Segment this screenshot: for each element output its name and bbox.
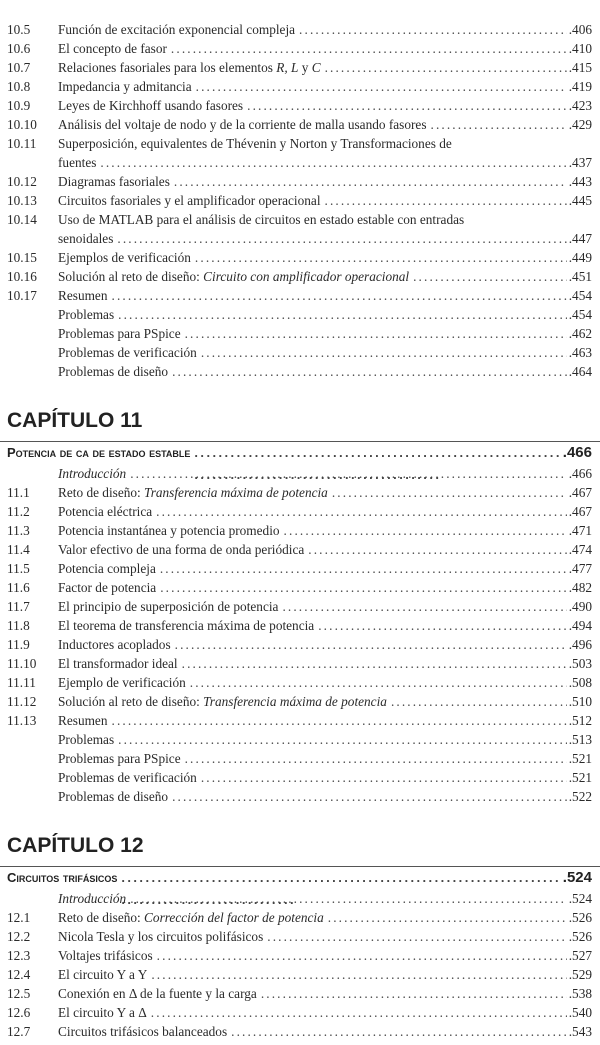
- section-title: [58, 362, 168, 381]
- page-number: .529: [568, 967, 592, 982]
- toc-entry[interactable]: [0, 229, 600, 248]
- dot-leader: [171, 39, 567, 58]
- section-title: [58, 616, 314, 635]
- title-segment: Inductores acoplados: [58, 637, 171, 652]
- toc-entry[interactable]: [0, 77, 600, 96]
- page-number: .540: [568, 1005, 592, 1020]
- toc-entry[interactable]: [0, 362, 600, 381]
- title-segment: Conexión en Δ de la fuente y la carga: [58, 986, 257, 1001]
- section-number: 10.15: [7, 250, 37, 265]
- section-number: 11.6: [7, 580, 30, 595]
- dot-leader: [151, 965, 566, 984]
- chapter-heading: CAPÍTULO 12: [7, 834, 144, 857]
- section-title: [58, 635, 171, 654]
- section-title: [58, 692, 387, 711]
- dot-leader: [175, 635, 567, 654]
- title-segment: Problemas de diseño: [58, 789, 169, 804]
- section-number: 10.11: [7, 136, 37, 151]
- toc-entry[interactable]: [0, 248, 600, 267]
- title-segment: Nicola Tesla y los circuitos polifásicos: [58, 929, 264, 944]
- title-segment: Solución al reto de diseño:: [58, 694, 204, 709]
- title-segment: Problemas de verificación: [58, 345, 197, 360]
- section-title: [58, 305, 114, 324]
- title-segment: Transferencia máxima de potencia: [144, 485, 328, 500]
- dot-leader: [118, 305, 567, 324]
- page-number: .521: [568, 770, 592, 785]
- section-number: 10.7: [7, 60, 31, 75]
- dot-leader: [282, 597, 566, 616]
- section-number: 11.1: [7, 485, 30, 500]
- section-number: 10.14: [7, 212, 37, 227]
- page-number: .526: [568, 929, 592, 944]
- toc-entry[interactable]: [0, 521, 600, 540]
- toc-entry[interactable]: [0, 324, 600, 343]
- toc-entry[interactable]: [0, 153, 600, 172]
- toc-entry[interactable]: [0, 343, 600, 362]
- toc-entry[interactable]: [0, 946, 600, 965]
- toc-entry[interactable]: [0, 908, 600, 927]
- page-number: .513: [568, 732, 592, 747]
- toc-entry[interactable]: [0, 730, 600, 749]
- section-number: 10.17: [7, 288, 37, 303]
- toc-entry[interactable]: [0, 115, 600, 134]
- page-number: .463: [568, 345, 592, 360]
- page-number: .443: [568, 174, 592, 189]
- dot-leader: [201, 343, 567, 362]
- page-number: .449: [568, 250, 592, 265]
- toc-entry[interactable]: [0, 927, 600, 946]
- section-title: [58, 673, 186, 692]
- toc-entry[interactable]: [0, 984, 600, 1003]
- chapter-heading: CAPÍTULO 11: [7, 409, 143, 432]
- toc-entry[interactable]: [0, 502, 600, 521]
- toc-entry[interactable]: [0, 134, 600, 153]
- title-segment: Potencia compleja: [58, 561, 156, 576]
- section-number: 10.13: [7, 193, 37, 208]
- section-title: [58, 210, 464, 229]
- section-number: 11.3: [7, 523, 30, 538]
- page-number: .437: [568, 155, 592, 170]
- title-segment: Problemas: [58, 732, 115, 747]
- page-number: .410: [568, 41, 592, 56]
- dot-leader: [130, 889, 567, 908]
- title-segment: Uso de MATLAB para el análisis de circuitos en estado estable con entradas: [58, 212, 465, 227]
- page-number: .462: [568, 326, 592, 341]
- page-number: .524: [562, 869, 592, 886]
- dot-leader: [325, 191, 567, 210]
- title-segment: Diagramas fasoriales: [58, 174, 170, 189]
- section-title: [58, 191, 321, 210]
- title-segment: Análisis del voltaje de nodo y de la corriente de malla usando fasores: [58, 117, 427, 132]
- page-number: .490: [568, 599, 592, 614]
- toc-entry[interactable]: [0, 889, 600, 908]
- chapter-title-row[interactable]: [0, 866, 600, 889]
- title-segment: Factor de potencia: [58, 580, 157, 595]
- section-number: 11.4: [7, 542, 30, 557]
- section-title: [58, 578, 156, 597]
- section-title: [58, 286, 108, 305]
- toc-entry[interactable]: [0, 210, 600, 229]
- page-number: .524: [568, 891, 592, 906]
- dot-leader: [112, 286, 567, 305]
- title-segment: Valor efectivo de una forma de onda periódica: [58, 542, 305, 557]
- section-title: [58, 134, 452, 153]
- title-segment: Superposición, equivalentes de Thévenin y Norton y Transformaciones de: [58, 136, 452, 151]
- toc-entry[interactable]: [0, 39, 600, 58]
- dot-leader: [117, 229, 566, 248]
- dot-leader: [100, 153, 566, 172]
- title-segment: Impedancia y admitancia: [58, 79, 192, 94]
- title-segment: Ejemplos de verificación: [58, 250, 191, 265]
- page-number: .445: [568, 193, 592, 208]
- section-title: [58, 483, 328, 502]
- title-segment: Relaciones fasoriales para los elementos: [58, 60, 277, 75]
- title-segment: Problemas: [58, 307, 115, 322]
- dot-leader: [185, 749, 567, 768]
- title-segment: El principio de superposición de potencia: [58, 599, 279, 614]
- title-segment: Voltajes trifásicos: [58, 948, 153, 963]
- chapter-title: Circuitos trifásicos: [7, 870, 118, 885]
- section-number: 11.12: [7, 694, 37, 709]
- title-segment: Solución al reto de diseño:: [58, 269, 204, 284]
- section-title: [58, 908, 324, 927]
- page-number: .454: [568, 307, 592, 322]
- title-segment: Introducción: [58, 891, 127, 906]
- dot-leader: [261, 984, 567, 1003]
- title-segment: R, L: [276, 60, 299, 75]
- dot-leader: [172, 787, 567, 806]
- section-number: 10.9: [7, 98, 31, 113]
- dot-leader: [431, 115, 567, 134]
- section-number: 10.10: [7, 117, 37, 132]
- section-title: [58, 730, 114, 749]
- dot-leader: [332, 483, 567, 502]
- title-segment: senoidales: [58, 231, 114, 246]
- toc-entry[interactable]: [0, 464, 600, 483]
- section-number: 12.6: [7, 1005, 31, 1020]
- title-segment: Circuitos trifásicos balanceados: [58, 1024, 228, 1039]
- dot-leader: [157, 946, 567, 965]
- toc-entry[interactable]: [0, 305, 600, 324]
- section-title: [58, 267, 409, 286]
- page-number: .466: [568, 466, 592, 481]
- toc-entry[interactable]: [0, 1022, 600, 1041]
- section-title: [58, 889, 126, 908]
- section-title: [58, 324, 181, 343]
- dot-leader: [267, 927, 566, 946]
- page-number: .496: [568, 637, 592, 652]
- section-title: [58, 711, 108, 730]
- section-number: 11.9: [7, 637, 30, 652]
- toc-entry[interactable]: [0, 749, 600, 768]
- section-number: 12.3: [7, 948, 31, 963]
- page-number: .543: [568, 1024, 592, 1039]
- section-number: 11.10: [7, 656, 37, 671]
- section-title: [58, 115, 427, 134]
- section-title: [58, 20, 295, 39]
- title-segment: Problemas de verificación: [58, 770, 197, 785]
- title-segment: Reto de diseño:: [58, 910, 145, 925]
- section-number: 12.4: [7, 967, 31, 982]
- dot-leader: [231, 1022, 567, 1041]
- toc-entry[interactable]: [0, 654, 600, 673]
- section-title: [58, 559, 156, 578]
- title-segment: Potencia instantánea y potencia promedio: [58, 523, 280, 538]
- section-number: 11.11: [7, 675, 36, 690]
- toc-entry[interactable]: [0, 267, 600, 286]
- section-number: 10.5: [7, 22, 31, 37]
- page-number: .477: [568, 561, 592, 576]
- title-segment: Problemas para PSpice: [58, 751, 181, 766]
- toc-entry[interactable]: [0, 635, 600, 654]
- dot-leader: [413, 267, 567, 286]
- dot-leader: [195, 248, 567, 267]
- toc-entry[interactable]: [0, 711, 600, 730]
- section-title: [58, 521, 280, 540]
- page-number: .527: [568, 948, 592, 963]
- title-segment: El transformador ideal: [58, 656, 178, 671]
- page-number: .526: [568, 910, 592, 925]
- title-segment: Problemas de diseño: [58, 364, 169, 379]
- page-number: .454: [568, 288, 592, 303]
- dot-leader: [112, 711, 567, 730]
- dot-leader: [130, 464, 567, 483]
- title-segment: Resumen: [58, 288, 108, 303]
- toc-entry[interactable]: [0, 692, 600, 711]
- dot-leader: [308, 540, 566, 559]
- toc-entry[interactable]: [0, 965, 600, 984]
- section-number: 10.8: [7, 79, 31, 94]
- dot-leader: [151, 1003, 567, 1022]
- page-number: .451: [568, 269, 592, 284]
- dot-leader: [247, 96, 567, 115]
- toc-entry[interactable]: [0, 540, 600, 559]
- section-number: 10.16: [7, 269, 37, 284]
- section-title: [58, 768, 197, 787]
- title-segment: Problemas para PSpice: [58, 326, 181, 341]
- section-number: 12.1: [7, 910, 31, 925]
- title-segment: y: [298, 60, 312, 75]
- title-segment: Circuitos fasoriales y el amplificador operacional: [58, 193, 321, 208]
- toc-entry[interactable]: [0, 191, 600, 210]
- toc-entry[interactable]: [0, 58, 600, 77]
- toc-entry[interactable]: [0, 1003, 600, 1022]
- page-number: .467: [568, 485, 592, 500]
- section-title: [58, 58, 321, 77]
- section-title: [58, 172, 170, 191]
- title-segment: El concepto de fasor: [58, 41, 167, 56]
- page-number: .494: [568, 618, 592, 633]
- toc-entry[interactable]: [0, 20, 600, 39]
- section-title: [58, 464, 126, 483]
- dot-leader: [196, 77, 567, 96]
- title-segment: Leyes de Kirchhoff usando fasores: [58, 98, 244, 113]
- toc-entry[interactable]: [0, 286, 600, 305]
- section-title: [58, 39, 167, 58]
- toc-entry[interactable]: [0, 559, 600, 578]
- dot-leader: [284, 521, 567, 540]
- section-title: [58, 153, 96, 172]
- dot-leader: [172, 362, 567, 381]
- title-segment: El teorema de transferencia máxima de potencia: [58, 618, 315, 633]
- title-segment: Corrección del factor de potencia: [144, 910, 324, 925]
- dot-leader: [118, 730, 567, 749]
- title-segment: El circuito Y a Δ: [58, 1005, 147, 1020]
- dot-leader: [391, 692, 567, 711]
- toc-entry[interactable]: [0, 483, 600, 502]
- section-title: [58, 1022, 227, 1041]
- page-number: .522: [568, 789, 592, 804]
- chapter-title: Potencia de ca de estado estable: [7, 445, 191, 460]
- title-segment: Introducción: [58, 466, 127, 481]
- title-segment: fuentes: [58, 155, 97, 170]
- section-title: [58, 502, 152, 521]
- page-number: .538: [568, 986, 592, 1001]
- section-number: 11.7: [7, 599, 30, 614]
- section-title: [58, 654, 178, 673]
- page-number: .508: [568, 675, 592, 690]
- toc-entry[interactable]: [0, 673, 600, 692]
- page-number: .406: [568, 22, 592, 37]
- section-number: 12.2: [7, 929, 31, 944]
- section-title: [58, 229, 113, 248]
- section-title: [58, 96, 243, 115]
- page-number: .471: [568, 523, 592, 538]
- dot-leader: [325, 58, 567, 77]
- title-segment: Resumen: [58, 713, 108, 728]
- title-segment: Transferencia máxima de potencia: [203, 694, 387, 709]
- dot-leader: [299, 20, 567, 39]
- section-title: [58, 248, 191, 267]
- section-title: [58, 965, 147, 984]
- page-number: .521: [568, 751, 592, 766]
- section-title: [58, 343, 197, 362]
- dot-leader: [174, 172, 567, 191]
- toc-entry[interactable]: [0, 172, 600, 191]
- dot-leader: [185, 324, 567, 343]
- toc-entry[interactable]: [0, 768, 600, 787]
- page-number: .503: [568, 656, 592, 671]
- section-title: [58, 787, 168, 806]
- dot-leader: [182, 654, 567, 673]
- title-segment: Potencia eléctrica: [58, 504, 153, 519]
- page-number: .415: [568, 60, 592, 75]
- section-number: 12.7: [7, 1024, 31, 1039]
- toc-entry[interactable]: [0, 597, 600, 616]
- section-title: [58, 749, 181, 768]
- section-number: 11.2: [7, 504, 30, 519]
- toc-entry[interactable]: [0, 96, 600, 115]
- toc-entry[interactable]: [0, 787, 600, 806]
- title-segment: El circuito Y a Y: [58, 967, 148, 982]
- section-number: 10.12: [7, 174, 37, 189]
- page-number: .510: [568, 694, 592, 709]
- dot-leader: [318, 616, 567, 635]
- page-number: .466: [562, 444, 592, 461]
- page-number: .447: [568, 231, 592, 246]
- section-number: 11.5: [7, 561, 30, 576]
- section-number: 10.6: [7, 41, 31, 56]
- dot-leader: [160, 578, 567, 597]
- page-number: .467: [568, 504, 592, 519]
- table-of-contents: [0, 20, 600, 1041]
- page-number: .464: [568, 364, 592, 379]
- title-segment: Reto de diseño:: [58, 485, 145, 500]
- chapter-title-row[interactable]: [0, 441, 600, 464]
- section-title: [58, 540, 304, 559]
- page-number: .482: [568, 580, 592, 595]
- section-title: [58, 984, 257, 1003]
- title-segment: Ejemplo de verificación: [58, 675, 186, 690]
- section-title: [58, 597, 278, 616]
- section-title: [58, 77, 192, 96]
- title-segment: C: [311, 60, 321, 75]
- page-number: .419: [568, 79, 592, 94]
- section-number: 12.5: [7, 986, 31, 1001]
- toc-entry[interactable]: [0, 578, 600, 597]
- title-segment: Circuito con amplificador operacional: [203, 269, 410, 284]
- page-number: .512: [568, 713, 592, 728]
- section-number: 11.13: [7, 713, 37, 728]
- dot-leader: [156, 502, 567, 521]
- dot-leader: [201, 768, 567, 787]
- dot-leader: [160, 559, 567, 578]
- dot-leader: [328, 908, 567, 927]
- section-title: [58, 946, 153, 965]
- page-number: .474: [568, 542, 592, 557]
- page-number: .429: [568, 117, 592, 132]
- section-title: [58, 1003, 147, 1022]
- title-segment: Función de excitación exponencial compleja: [58, 22, 296, 37]
- section-number: 11.8: [7, 618, 30, 633]
- section-title: [58, 927, 263, 946]
- dot-leader: [190, 673, 567, 692]
- toc-entry[interactable]: [0, 616, 600, 635]
- page-number: .423: [568, 98, 592, 113]
